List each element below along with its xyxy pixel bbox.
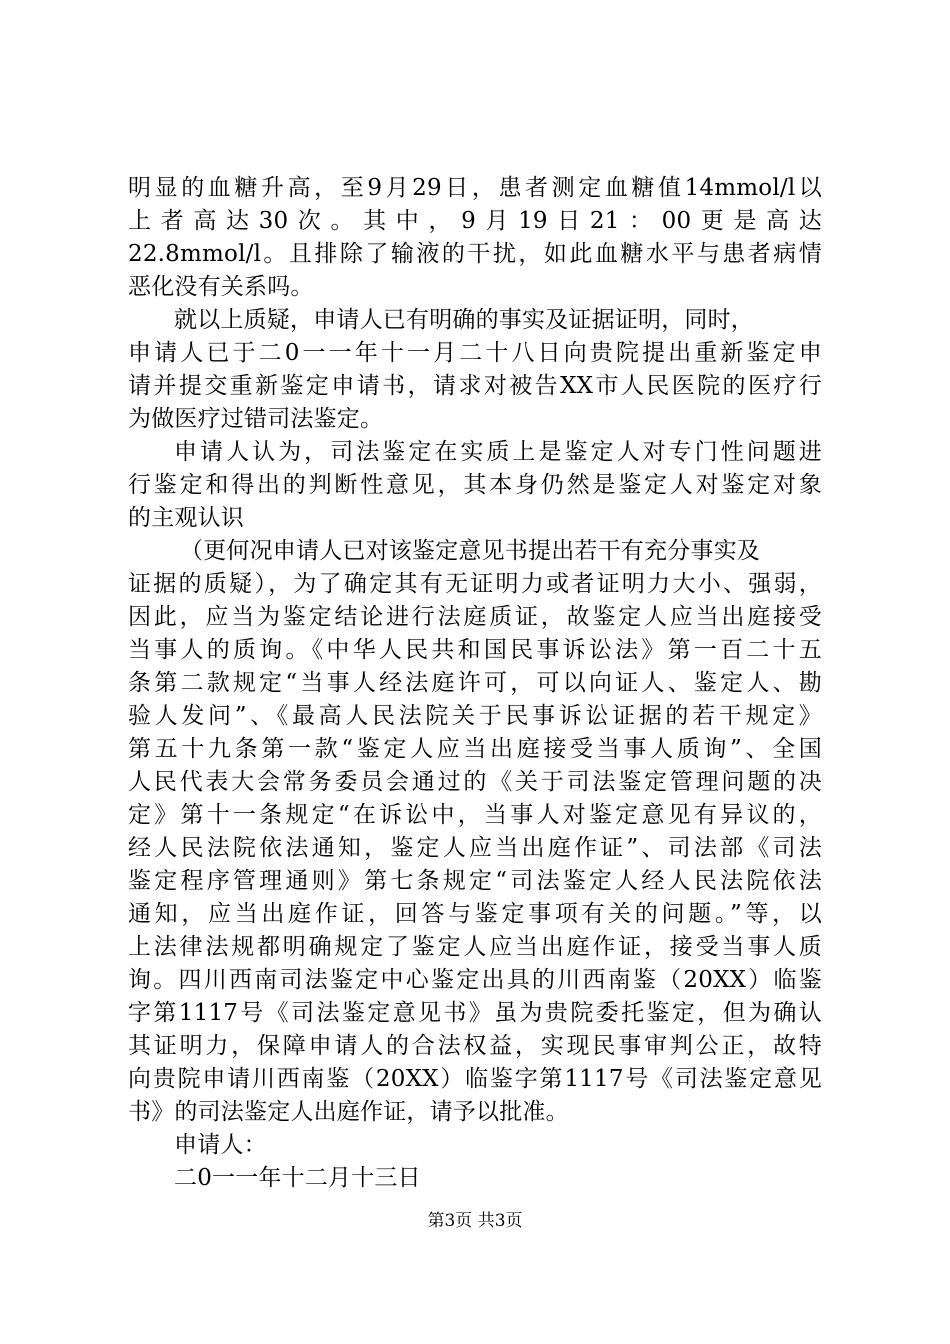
text-line: 字第1117号《司法鉴定意见书》虽为贵院委托鉴定，但为确认 bbox=[128, 1000, 822, 1026]
paragraph-start-line: （更何况申请人已对该鉴定意见书提出若干有充分事实及 bbox=[180, 538, 760, 564]
text-line: 定》第十一条规定“在诉讼中，当事人对鉴定意见有异议的， bbox=[128, 802, 822, 828]
text-line: 第五十九条第一款“鉴定人应当出庭接受当事人质询”、全国 bbox=[128, 736, 822, 762]
text-line: 申请人已于二0一一年十一月二十八日向贵院提出重新鉴定申 bbox=[128, 340, 822, 366]
text-line: 经人民法院依法通知，鉴定人应当出庭作证”、司法部《司法 bbox=[128, 835, 822, 861]
page-number: 第3页 共3页 bbox=[427, 1211, 523, 1231]
text-line: 当事人的质询。《中华人民共和国民事诉讼法》第一百二十五 bbox=[128, 637, 822, 663]
page-footer bbox=[0, 1210, 950, 1232]
text-line: 鉴定程序管理通则》第七条规定“司法鉴定人经人民法院依法 bbox=[128, 868, 822, 894]
text-line: 请并提交重新鉴定申请书，请求对被告XX市人民医院的医疗行 bbox=[128, 373, 822, 399]
text-line: 书》的司法鉴定人出庭作证，请予以批准。 bbox=[128, 1099, 569, 1125]
text-line: 上者高达30次。其中，9月19日21：00更是高达 bbox=[128, 208, 822, 234]
paragraph-start-line: 就以上质疑，申请人已有明确的事实及证据证明，同时， bbox=[174, 307, 754, 333]
text-line: 条第二款规定“当事人经法庭许可，可以向证人、鉴定人、勘 bbox=[128, 670, 822, 696]
text-line: 其证明力，保障申请人的合法权益，实现民事审判公正，故特 bbox=[128, 1033, 822, 1059]
text-line: 明显的血糖升高，至9月29日，患者测定血糖值14mmol/l以 bbox=[128, 175, 822, 201]
text-line: 行鉴定和得出的判断性意见，其本身仍然是鉴定人对鉴定对象 bbox=[128, 472, 822, 498]
text-line: 22.8mmol/l。且排除了输液的干扰，如此血糖水平与患者病情 bbox=[128, 241, 822, 267]
text-line: 因此，应当为鉴定结论进行法庭质证，故鉴定人应当出庭接受 bbox=[128, 604, 822, 630]
applicant-label: 申请人： bbox=[174, 1132, 267, 1158]
text-line: 询。四川西南司法鉴定中心鉴定出具的川西南鉴（20XX）临鉴 bbox=[128, 967, 822, 993]
text-line: 通知，应当出庭作证，回答与鉴定事项有关的问题。”等，以 bbox=[128, 901, 822, 927]
document-date: 二0一一年十二月十三日 bbox=[174, 1165, 421, 1191]
document-body bbox=[128, 172, 822, 1195]
text-line: 向贵院申请川西南鉴（20XX）临鉴字第1117号《司法鉴定意见 bbox=[128, 1066, 822, 1092]
text-line: 验人发问”、《最高人民法院关于民事诉讼证据的若干规定》 bbox=[128, 703, 822, 729]
text-line: 上法律法规都明确规定了鉴定人应当出庭作证，接受当事人质 bbox=[128, 934, 822, 960]
text-line: 为做医疗过错司法鉴定。 bbox=[128, 406, 384, 432]
text-line: 恶化没有关系吗。 bbox=[128, 274, 314, 300]
text-line: 人民代表大会常务委员会通过的《关于司法鉴定管理问题的决 bbox=[128, 769, 822, 795]
text-line: 的主观认识 bbox=[128, 505, 244, 531]
text-line: 证据的质疑），为了确定其有无证明力或者证明力大小、强弱， bbox=[128, 571, 822, 597]
paragraph-start-line: 申请人认为，司法鉴定在实质上是鉴定人对专门性问题进 bbox=[174, 439, 822, 465]
